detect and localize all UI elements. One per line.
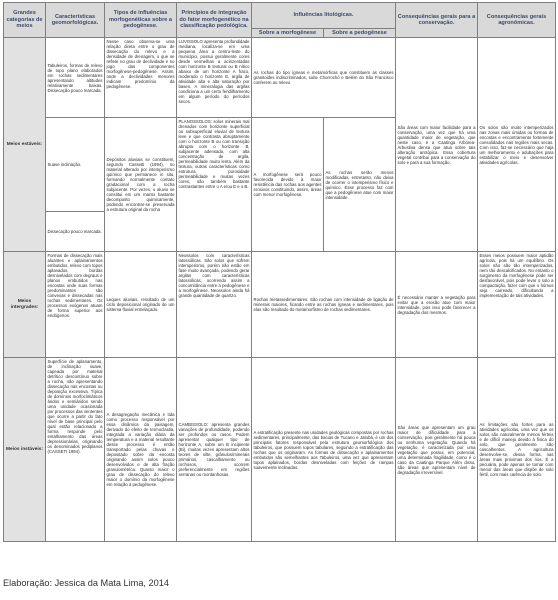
table-row xyxy=(4,358,556,542)
cell-agronomicas-intergrades: Esses meios possuem maior aptidão agrícola, pois há um equilíbrio. Os solos não são tão intemperizados, nem tão descalcificados. No entanto o surgimento da morfogênese pode ser desfavorável, pois pode levar o solo a compactação, fazer com que o húmus seja carreado, dificultando a implementação de tais atividades. xyxy=(478,252,556,358)
cell-geo-dissecacao: Dissecação pouco marcada. xyxy=(46,212,105,252)
cell-pedogenese-estaveis: As rochas serão menos modificadas, entretanto, não deixa de ocorrer o intemperismo físico e químico. Esse processo faz com que a pedogênese atue com maior intensidade. xyxy=(324,118,396,252)
cell-lito-metassedimentares: Rochas metassedimentares. São rochas com intensidade de ligação de minerais maiores, ficando entre as rochas ígneas e sedimentares, pois elas são resultado do metamorfismo de rochas sedimentares. xyxy=(252,252,396,358)
cell-conservacao-estaveis: São áreas com maior facilidade para a conservação, uma vez que há uma quantidade maior de vegetação, que neste caso, é a Caatinga Arbórea-Arbustiva densa que atua sobre tais alteração antrópica. Essa cobertura vegetal contribui para a conservação do solo e para a sua formação. xyxy=(396,38,478,252)
table-wrapper xyxy=(3,2,555,542)
cell-geo-tabuleiros: Tabuleiros, formas de relevo de topo plano elaborados em rochas sedimentares apresentando altitudes relativamente baixas. Dissecação pouco marcada. xyxy=(46,38,105,118)
cell-agronomicas-instaveis: As limitações são fortes para as atividades agrícolas, uma vez que os solos são naturalmente menos férteis e de difícil manejo devido à física do solo, que geralmente são cascalhentos. A agricultura desenvolve-se, dessa forma, nas áreas mais próximas dos rios. É a pecuária, pode apenas se tornar com menor das áreas que dispõe de solo fértil, com mais carência de solo. xyxy=(478,358,556,542)
cell-principios-luvissolo: LUVISSOLO apresenta profundidade mediana, localiza-se em uma pequena área a centro-leste do município, possui geralmente cores desde vermelhas a acinzentadas com horizonte B textural ou B nítico abaixo de um horizonte A fraco, moderado o horizonte E, argila de atividade alta e alta saturação por bases. A mineralogia das argilas condiciona a um certo fendilhamento em algum período do períodos secos. xyxy=(177,38,252,118)
header-influencias-litologicas: Influências litológicas. xyxy=(252,3,396,29)
header-caracteristicas: Características geomorfológicas. xyxy=(46,3,105,38)
subheader-morfogenese: Sobre a morfogênese xyxy=(252,29,324,38)
row-label-instaveis: Meios instáveis: xyxy=(4,358,46,542)
cell-morfogenese-estaveis: A morfogênese será pouco favorecida devido à maior resistência das rochas aos agentes erosivos constituindo, assim, áreas com menor morfogênese. xyxy=(252,118,324,252)
header-consequencias-conservacao: Consequências gerais para a conservação. xyxy=(396,3,478,38)
cell-tipos-aluviais: Depósitos aluviais se constituem, segundo Cassetti (1994), no material alterado por intemperismo químico que permanece in situ, formando normalmente contato gradacional com a rocha subjacente. Por vezes, o aluvio se constitui em um manto bastante decomposto quimicamente, podendo encontrar-se preservada a estrutura original da rocha xyxy=(105,118,177,252)
cell-tipos-intergrades: Leques aluviais, resultado de um ciclo deposicional originado de um sistema fluvial entrelaçado. xyxy=(105,252,177,358)
cell-principios-planossolos: PLANOSSOLOS: solos minerais mal drenados com horizonte superficial ou subsuperficial eluvial de textura leve e que contrasta abruptamente com o horizonte B ou com transição abrupta com o horizonte B, subjacente adensado, com alta concentração de argila, permeabilidade muito lenta. Além da textura, outras características como estrutura, porosidade permeabilidade e muitas vezes cores, são também bastante contrastantes entre o A e/ou E e o B. xyxy=(177,118,252,252)
header-consequencias-agronomicas: Consequências gerais agronômicas. xyxy=(478,3,556,38)
header-row xyxy=(4,3,556,29)
cell-conservacao-intergrades: É necessário manter a vegetação para evitar que a erosão atue com maior intensidade, pois isso pode favorecer a degradação dos mesmos. xyxy=(396,252,478,358)
header-tipos-influencias: Tipos de influências morfogenéticas sobre a pedogênese. xyxy=(105,3,177,38)
table-row xyxy=(4,252,556,358)
cell-geo-instaveis: Superfície de aplanamento, de inclinação suave, capeada por material detrítico descontínuo sobre a rocha, não apresentando dissecação nas encostas ou deposição excessiva. Típica de domínios morfoclimáticos áridos e semiáridos sendo uma unidade ocasionada por processos das vententes que ocorre a partir do fato nível de base principal pelo qual estão relacionado a forma responde pelo entalhamento das áreas depressionárias, originando os denominados pediplanos (CASSETI 1994). xyxy=(46,358,105,542)
cell-tipos-instaveis: A desagregação mecânica e tida como processo responsável por essa dinâmica da paisagem, derivado do efeito de termoclastia, integrada a variação diária da temperatura e a material resultante desse processo é então transportado pelas chuvas e depositado sobre da encosta originando assim solos pouco desenvolvidos e de alta fração granulométrica. Quanto maior o grau de dissecação do relevo maior o domínio da morfogênese em relação à pedogênese. xyxy=(105,358,177,542)
cell-tipos-drenagem: Nesse caso observa-se uma relação direta entre o grau de dissecação do relevo e a densidade de drenagem, o que se reflete no grau de declividade e no jogo das componentes morfogênese-pedogênese. Assim, onde a declividades menores indicam predomínio da pedogênese. xyxy=(105,38,177,118)
cell-geo-suave: Suave inclinação. xyxy=(46,118,105,212)
cell-principios-cambissolo: CAMBISSOLO: apresenta grandes variações de profundidade, podendo ser profundos ou rasos. Podem apresentar qualquer tipo de horizonte A, sobre um B incipiente (Bi), muitas vezes apresentam altos teores de silte, grânulos/minerais primários, cascalhamento ou rochosos, ocorrem preferencialmente em regiões serranas ou montanhosas. xyxy=(177,358,252,542)
table-caption: Elaboração: Jessica da Mata Lima, 2014 xyxy=(3,578,169,588)
cell-conservacao-instaveis: São áreas que apresentam um grau maior de dificuldade para a conservação, pois geralmente há pouca ou nenhuma vegetação. Quando há vegetação, é caracterizada por uma vegetação que possui, em potencial, uma determinada fragilidade, como é o caso da Caatinga Parque Além disso, são áreas que apresentam nível de degradação irreversível. xyxy=(396,358,478,542)
characteristics-table xyxy=(3,2,556,542)
subheader-pedogenese: Sobre a pedogênese xyxy=(324,29,396,38)
header-principios: Princípios de integração do fator morfogenético na classificação pedológica. xyxy=(177,3,252,38)
cell-principios-neossolos: Neossolos com características latossólicas. São solos que sofrem intemperismo, porém não estão em fase muito avançada, podendo gerar argilas com características latossólicas, ocorrendo assim a concomitância entre a pedogênese e a morfogênese. Neossolos ainda há grande quantidade de quartzo. xyxy=(177,252,252,358)
row-label-intergrades: Meios intergrades: xyxy=(4,252,46,358)
cell-geo-intergrades: Formas de dissecação mais aluantes e aplainamentos embutidos, relevo com topos aplanados, bordas desnivelados com degraus e planos embutidos nas encostas onde suas formas predominantes são convexas e dissecadas nas rochas sedimentares. Os processos exógenos atuam de forma superior aos endógenos. xyxy=(46,252,105,358)
table-row xyxy=(4,38,556,118)
cell-agronomicas-estaveis: Os solos são muito intemperizados nas zonas mais úmidas ou formas de encostas e encontramento fortemente consolidados nas regiões mais secas. Com isso, faz-se necessário que haja um melhoramento e adubações para estabilizar o meio e desenvolver atividades agrícolas. xyxy=(478,38,556,252)
cell-lito-rochas-igneas: As rochas do tipo ígneas e metamórficas que constituem as classes granitoides indiscriminados, suíte Chorrochó e Belém do São Francisco conferem ao relevo xyxy=(252,38,396,118)
cell-lito-estratificacao: A estratificação presente nas unidades geológicas compostas por rochas sedimentares, principalmente, das bacias de Tucano e Jatobá, é um dos principais fatores responsável pela estrutura geomorfológica dos tabuleiros, que possuem topos tabulares, seguindo a estratificação das rochas que os originaram. As formas de dissecação e aplainamentos embutidos são semelhantes aos Tabuleiros, uma vez que apresentam topos aplainados, bordas desniveladas com feições de rampas suavemente inclinadas. xyxy=(252,358,396,542)
header-grandes-categorias: Grandes categorias de meios xyxy=(4,3,46,38)
row-label-estaveis: Meios estáveis: xyxy=(4,38,46,252)
